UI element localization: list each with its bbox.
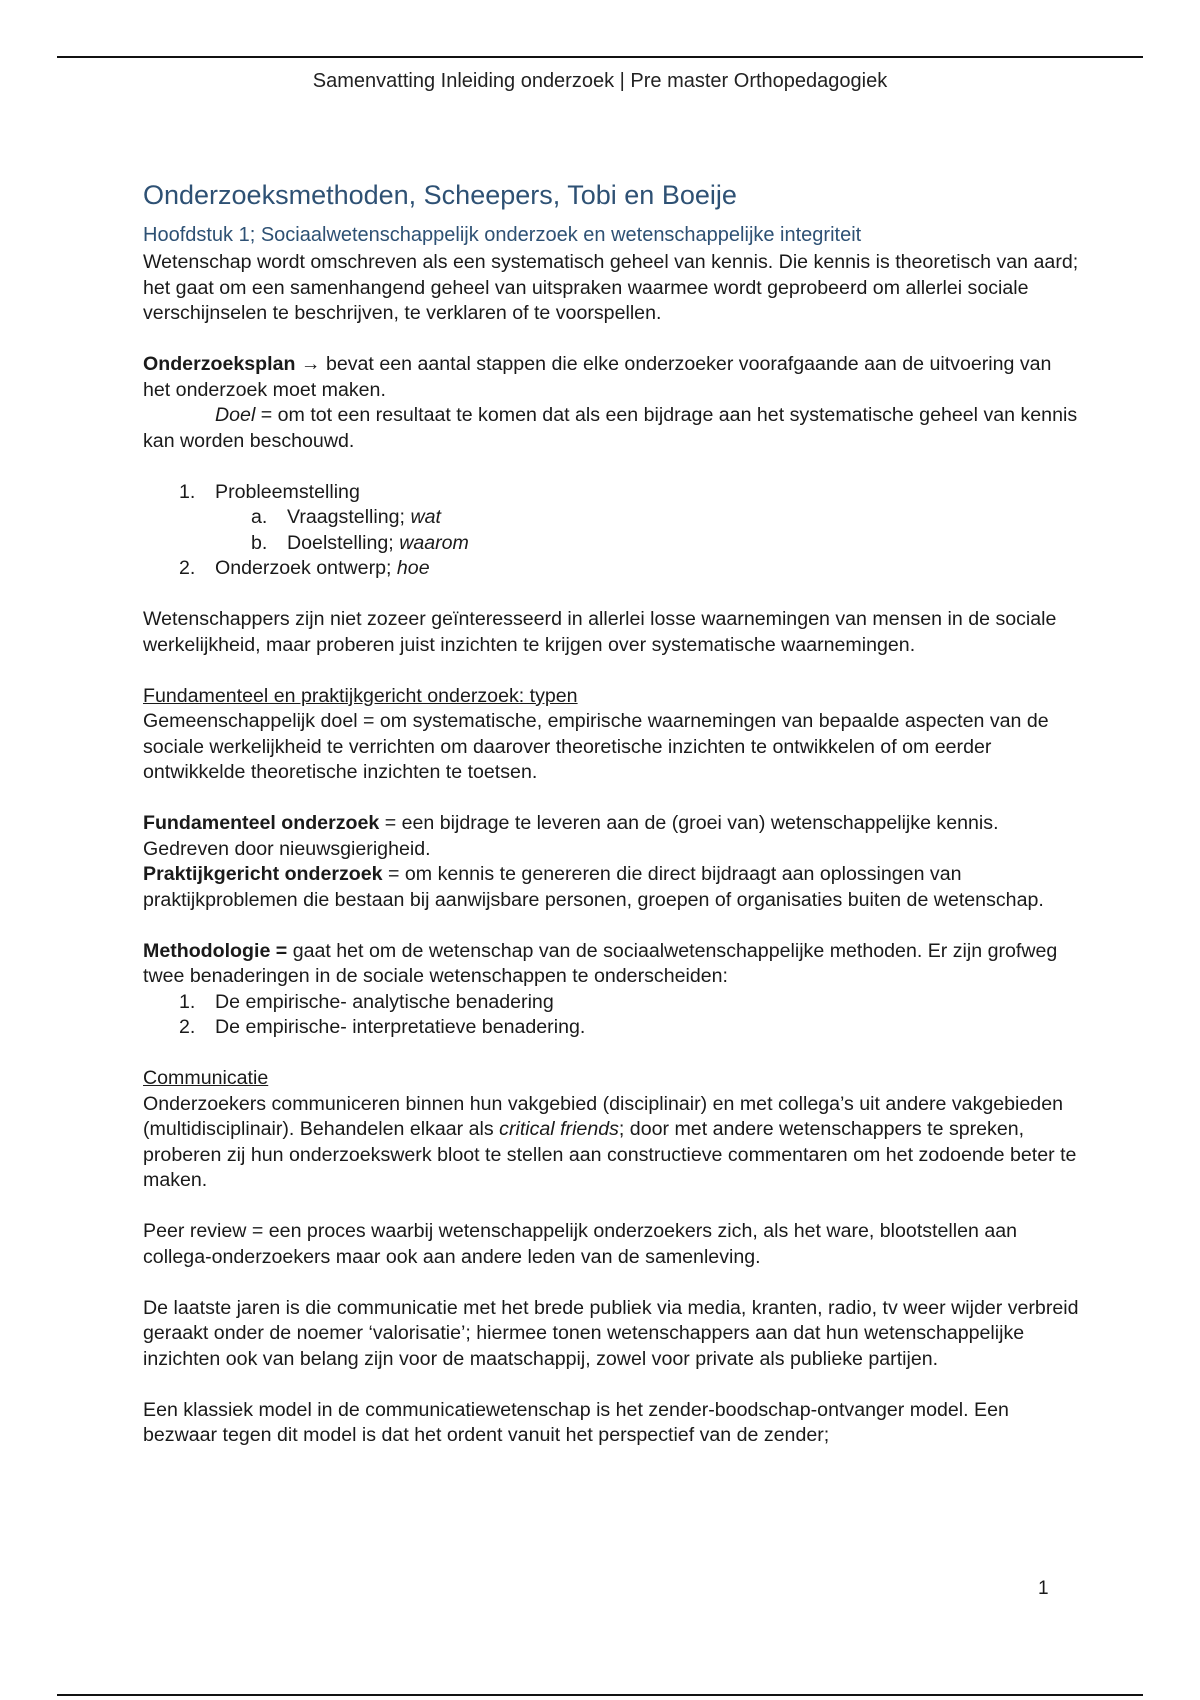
paragraph-valorisation: De laatste jaren is die communicatie met het brede publiek via media, kranten, radio, tv weer wijder verbreid geraakt onder de noemer ‘valorisatie’; hiermee tonen wetenschappers aan dat hun wetenschappelijke inzichten ook van belang zijn voor de maatschappij, zowel voor private als publieke partijen. [143,1296,1079,1370]
paragraph-peer-review: Peer review = een proces waarbij wetenschappelijk onderzoekers zich, als het ware, blootstellen aan collega-onderzoekers maar ook aan andere leden van de samenleving. [143,1220,1018,1268]
document-title: Onderzoeksmethoden, Scheepers, Tobi en Boeije [143,180,737,210]
research-plan-text: bevat een aantal stappen die elke onderzoeker voorafgaande aan de uitvoering van het onderzoek moet maken. [143,353,1052,401]
paragraph-methodology: Methodologie = gaat het om de wetenschap van de sociaalwetenschappelijke methoden. Er zijn grofweg twee benaderingen in de sociale wetenschappen te onderscheiden: [143,939,1058,987]
list-item: 1. Probleemstelling [179,480,360,503]
paragraph-model: Een klassiek model in de communicatiewetenschap is het zender-boodschap-ontvanger model. Een bezwaar tegen dit model is dat het ordent vanuit het perspectief van de zender; [143,1398,1009,1446]
list-item: 2. De empirische- interpretatieve benadering. [179,1016,586,1038]
paragraph-communication: Onderzoekers communiceren binnen hun vakgebied (disciplinair) en met collega’s uit andere vakgebieden (multidisciplinair). Behandelen elkaar als critical friends; door met andere wetenschappers te spreken, proberen zij hun onderzoekswerk bloot te stellen aan constructieve commentaren om het zodoende beter te maken. [143,1092,1077,1191]
document-body [143,178,1083,1449]
research-steps-list [143,480,1083,582]
arrow-icon: → [300,353,321,375]
paragraph-scientists: Wetenschappers zijn niet zozeer geïnteresseerd in allerlei losse waarnemingen van mensen in de sociale werkelijkheid, maar proberen juist inzichten te krijgen over systematische waarnemingen. [143,608,1057,656]
list-item: b. Doelstelling; waarom [251,531,469,554]
paragraph-fundamental: Fundamenteel onderzoek = een bijdrage te leveren aan de (groei van) wetenschappelijke kennis. Gedreven door nieuwsgierigheid. [143,812,999,860]
section-heading-communication: Communicatie [143,1067,269,1089]
section-heading-types: Fundamenteel en praktijkgericht onderzoek: typen [143,684,578,707]
page-number: 1 [1038,1578,1049,1599]
footer-rule [57,1694,1143,1696]
goal-text: = om tot een resultaat te komen dat als een bijdrage aan het systematische geheel van kennis kan worden beschouwd. [143,404,1078,452]
list-item: a. Vraagstelling; wat [251,506,441,528]
paragraph-common-goal: Gemeenschappelijk doel = om systematische, empirische waarnemingen van bepaalde aspecten van de sociale werkelijkheid te verrichten om daarover theoretische inzichten te ontwikkelen of om eerder ontwikkelde theoretische inzichten te toetsen. [143,710,1049,783]
paragraph-goal [143,403,1083,454]
list-item: 1. De empirische- analytische benadering [179,990,554,1013]
chapter-heading: Hoofdstuk 1; Sociaalwetenschappelijk onderzoek en wetenschappelijke integriteit [143,224,862,246]
header-rule [57,56,1143,58]
paragraph-science: Wetenschap wordt omschreven als een systematisch geheel van kennis. Die kennis is theoretisch van aard; het gaat om een samenhangend geheel van uitspraken waarmee wordt geprobeerd om allerlei sociale verschijnselen te beschrijven, te verklaren of te voorspellen. [143,251,1079,324]
term-research-plan: Onderzoeksplan [143,353,296,375]
list-item: 2. Onderzoek ontwerp; hoe [179,557,430,579]
paragraph-research-plan [143,352,1083,403]
paragraph-practical: Praktijkgericht onderzoek = om kennis te genereren die direct bijdraagt aan oplossingen van praktijkproblemen die bestaan bij aanwijsbare personen, groepen of organisaties buiten de wetenschap. [143,863,1044,911]
running-header: Samenvatting Inleiding onderzoek | Pre master Orthopedagogiek [312,70,888,92]
term-goal: Doel [215,404,256,426]
approaches-list [143,990,1083,1041]
